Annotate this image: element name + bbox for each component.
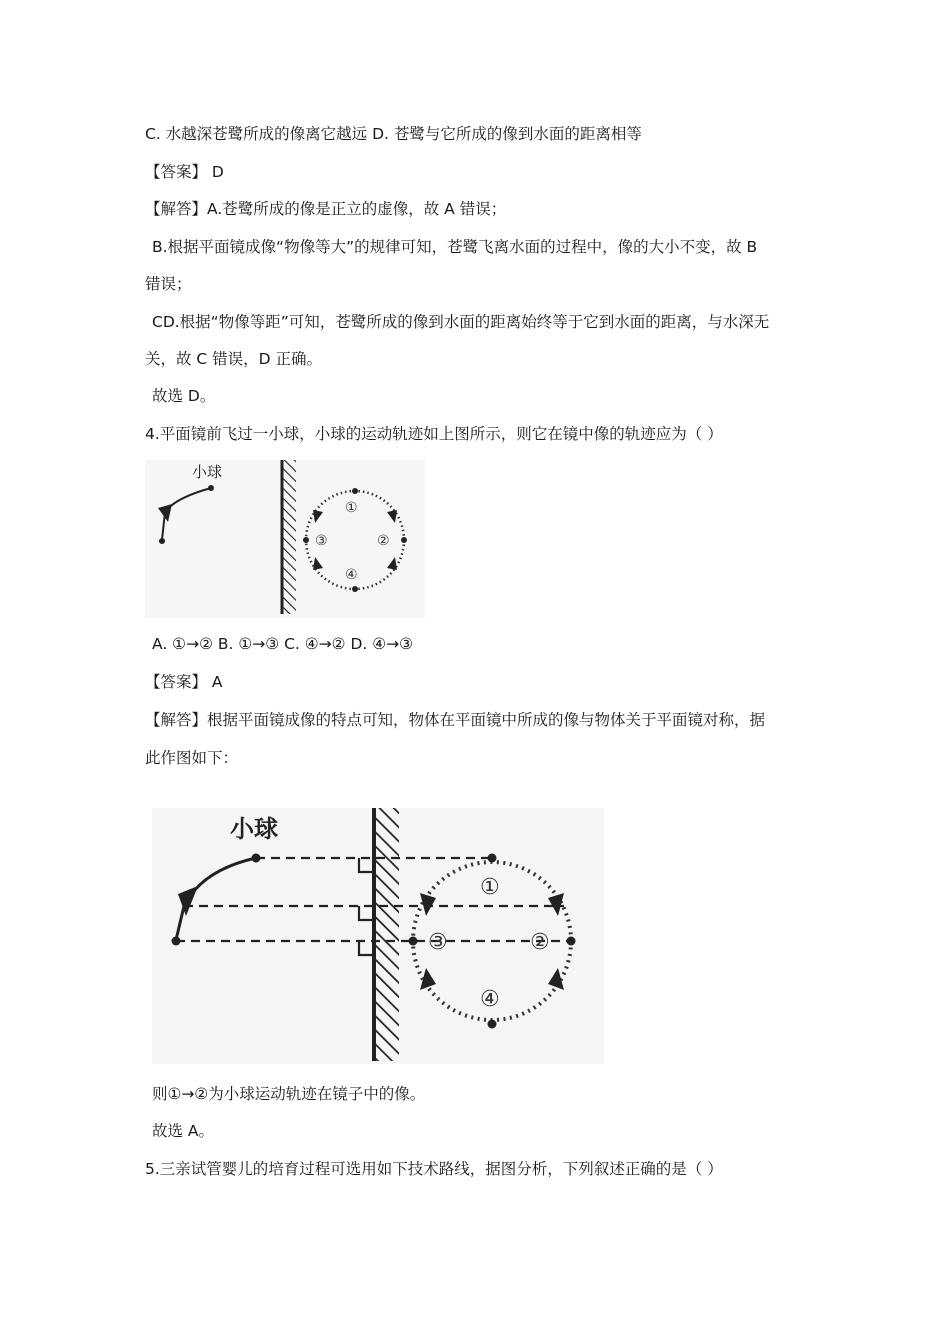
circle-label-large-2: ② [530,930,550,955]
circle-label-1: ① [345,500,358,516]
q4-options: A. ①→② B. ①→③ C. ④→② D. ④→③ [152,635,414,653]
q3-answer: 【答案】 D [145,163,224,181]
q4-stem: 4.平面镜前飞过一小球，小球的运动轨迹如上图所示，则它在镜中像的轨迹应为（ ） [145,425,723,443]
q3-explanation-cd-line2: 关，故 C 错误，D 正确。 [145,350,323,368]
ball-label-large: 小球 [230,815,278,843]
q4-explanation-line1: 【解答】根据平面镜成像的特点可知，物体在平面镜中所成的像与物体关于平面镜对称，据 [145,711,766,729]
q3-explanation-b-line1: B.根据平面镜成像“物像等大”的规律可知，苍鹭飞离水面的过程中，像的大小不变，故 B [152,238,758,256]
mirror-hatching-large [376,808,399,1061]
circle-label-large-1: ① [480,875,500,900]
q3-explanation-cd-line1: CD.根据“物像等距”可知，苍鹭所成的像到水面的距离始终等于它到水面的距离，与水深无 [152,313,770,331]
q4-figure-solution [152,808,604,1064]
circle-label-large-4: ④ [480,987,500,1012]
circle-label-large-3: ③ [428,930,448,955]
circle-label-3: ③ [315,533,328,549]
circle-label-4: ④ [345,567,358,583]
q4-figure-small [145,460,425,618]
circle-label-2: ② [377,533,390,549]
q4-explanation-line2: 此作图如下： [145,749,239,767]
ball-label: 小球 [192,463,223,481]
q4-conclusion-line1: 则①→②为小球运动轨迹在镜子中的像。 [152,1085,426,1103]
q3-explanation-a: 【解答】A.苍鹭所成的像是正立的虚像，故 A 错误； [145,200,507,218]
q4-conclusion-line2: 故选 A。 [152,1122,215,1140]
q3-options-cd: C. 水越深苍鹭所成的像离它越远 D. 苍鹭与它所成的像到水面的距离相等 [145,125,642,143]
q3-conclusion: 故选 D。 [152,387,216,405]
mirror-hatching [283,460,296,614]
q5-stem: 5.三亲试管婴儿的培育过程可选用如下技术路线，据图分析，下列叙述正确的是（ ） [145,1160,723,1178]
q4-answer: 【答案】 A [145,673,223,691]
q3-explanation-b-line2: 错误； [145,275,192,293]
